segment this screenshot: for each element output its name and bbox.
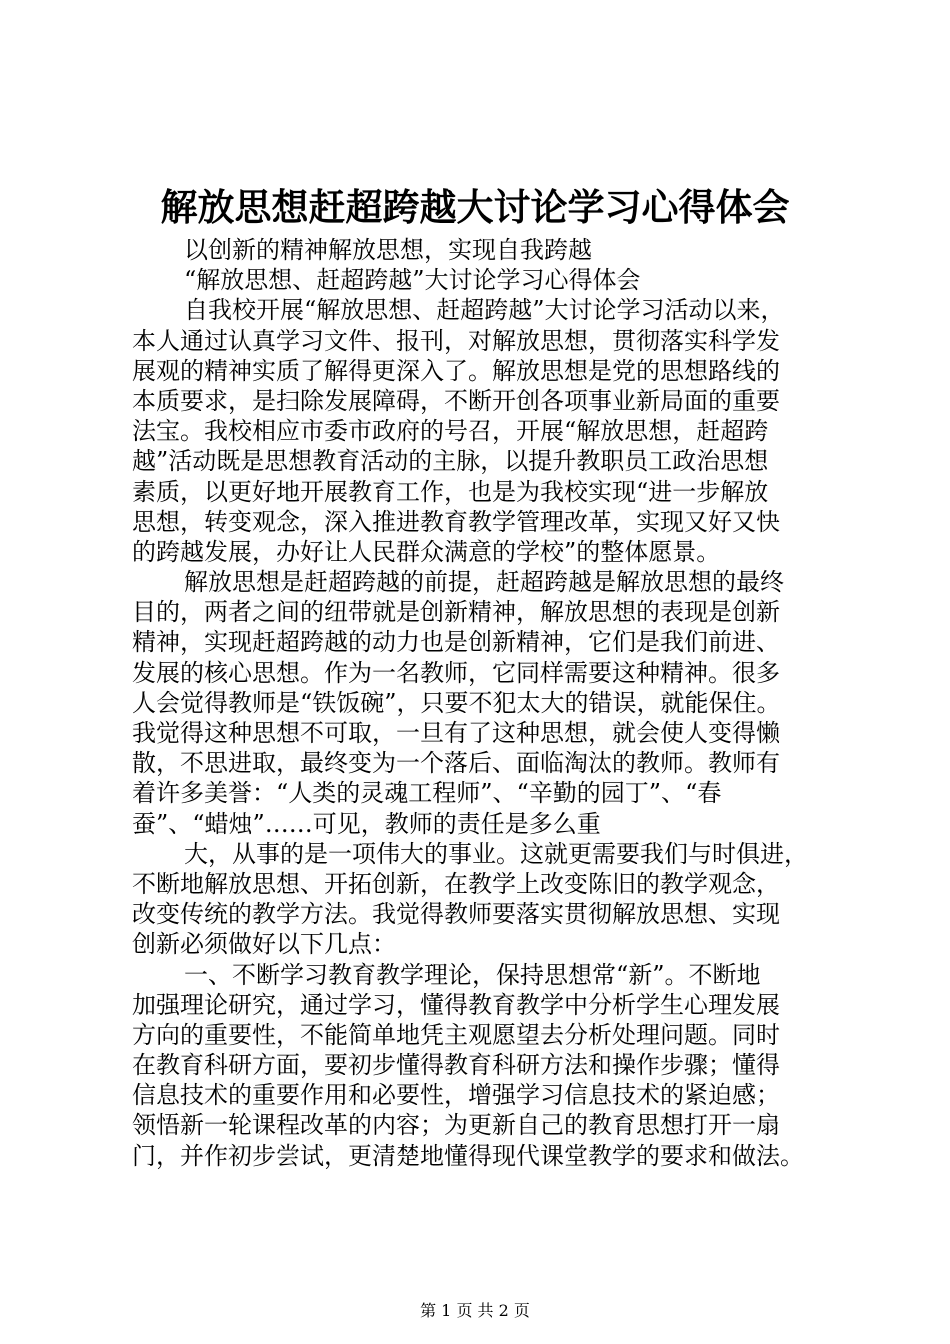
body-line: 以创新的精神解放思想，实现自我跨越 — [184, 236, 592, 264]
body-line: 创新必须做好以下几点： — [132, 930, 396, 959]
body-line: 加强理论研究，通过学习，懂得教育教学中分析学生心理发展 — [132, 990, 780, 1019]
body-line: 一、不断学习教育教学理论，保持思想常“新”。不断地 — [184, 960, 761, 989]
body-line: 发展的核心思想。作为一名教师，它同样需要这种精神。很多 — [132, 658, 780, 687]
body-line: 解放思想是赶超跨越的前提，赶超跨越是解放思想的最终 — [184, 568, 784, 597]
body-line: 本人通过认真学习文件、报刊，对解放思想，贯彻落实科学发 — [132, 326, 780, 355]
body-line: 蚕”、“蜡烛”……可见，教师的责任是多么重 — [132, 809, 601, 838]
body-line: 领悟新一轮课程改革的内容；为更新自己的教育思想打开一扇 — [132, 1111, 780, 1140]
body-line: 素质，以更好地开展教育工作，也是为我校实现“进一步解放 — [132, 477, 769, 506]
body-line: 本质要求，是扫除发展障碍，不断开创各项事业新局面的重要 — [132, 386, 780, 415]
body-line: “解放思想、赶超跨越”大讨论学习心得体会 — [184, 266, 641, 295]
page-number-footer: 第 1 页 共 2 页 — [420, 1301, 530, 1320]
body-line: 思想，转变观念，深入推进教育教学管理改革，实现又好又快 — [132, 507, 780, 536]
body-line: 着许多美誉：“人类的灵魂工程师”、“辛勤的园丁”、“春 — [132, 779, 722, 808]
body-line: 门，并作初步尝试，更清楚地懂得现代课堂教学的要求和做法。 — [132, 1141, 804, 1170]
document-title: 解放思想赶超跨越大讨论学习心得体会 — [160, 186, 790, 229]
document-body — [132, 235, 832, 1171]
body-line: 大，从事的是一项伟大的事业。这就更需要我们与时俱进， — [184, 839, 808, 868]
body-line: 的跨越发展，办好让人民群众满意的学校”的整体愿景。 — [132, 537, 721, 566]
body-line: 散，不思进取，最终变为一个落后、面临淘汰的教师。教师有 — [132, 749, 780, 778]
body-line: 目的，两者之间的纽带就是创新精神，解放思想的表现是创新 — [132, 598, 780, 627]
body-line: 方向的重要性，不能简单地凭主观愿望去分析处理问题。同时 — [132, 1020, 780, 1049]
body-line: 改变传统的教学方法。我觉得教师要落实贯彻解放思想、实现 — [132, 900, 780, 929]
body-line: 展观的精神实质了解得更深入了。解放思想是党的思想路线的 — [132, 356, 780, 385]
body-line: 法宝。我校相应市委市政府的号召，开展“解放思想，赶超跨 — [132, 417, 769, 446]
body-line: 精神，实现赶超跨越的动力也是创新精神，它们是我们前进、 — [132, 628, 780, 657]
body-line: 自我校开展“解放思想、赶超跨越”大讨论学习活动以来， — [184, 296, 785, 325]
body-line: 信息技术的重要作用和必要性，增强学习信息技术的紧迫感； — [132, 1081, 780, 1110]
body-line: 我觉得这种思想不可取，一旦有了这种思想，就会使人变得懒 — [132, 719, 780, 747]
body-line: 越”活动既是思想教育活动的主脉，以提升教职员工政治思想 — [132, 447, 769, 476]
body-line: 不断地解放思想、开拓创新，在教学上改变陈旧的教学观念， — [132, 869, 780, 898]
body-line: 在教育科研方面，要初步懂得教育科研方法和操作步骤；懂得 — [132, 1051, 780, 1080]
body-line: 人会觉得教师是“铁饭碗”，只要不犯太大的错误，就能保住。 — [132, 688, 781, 717]
